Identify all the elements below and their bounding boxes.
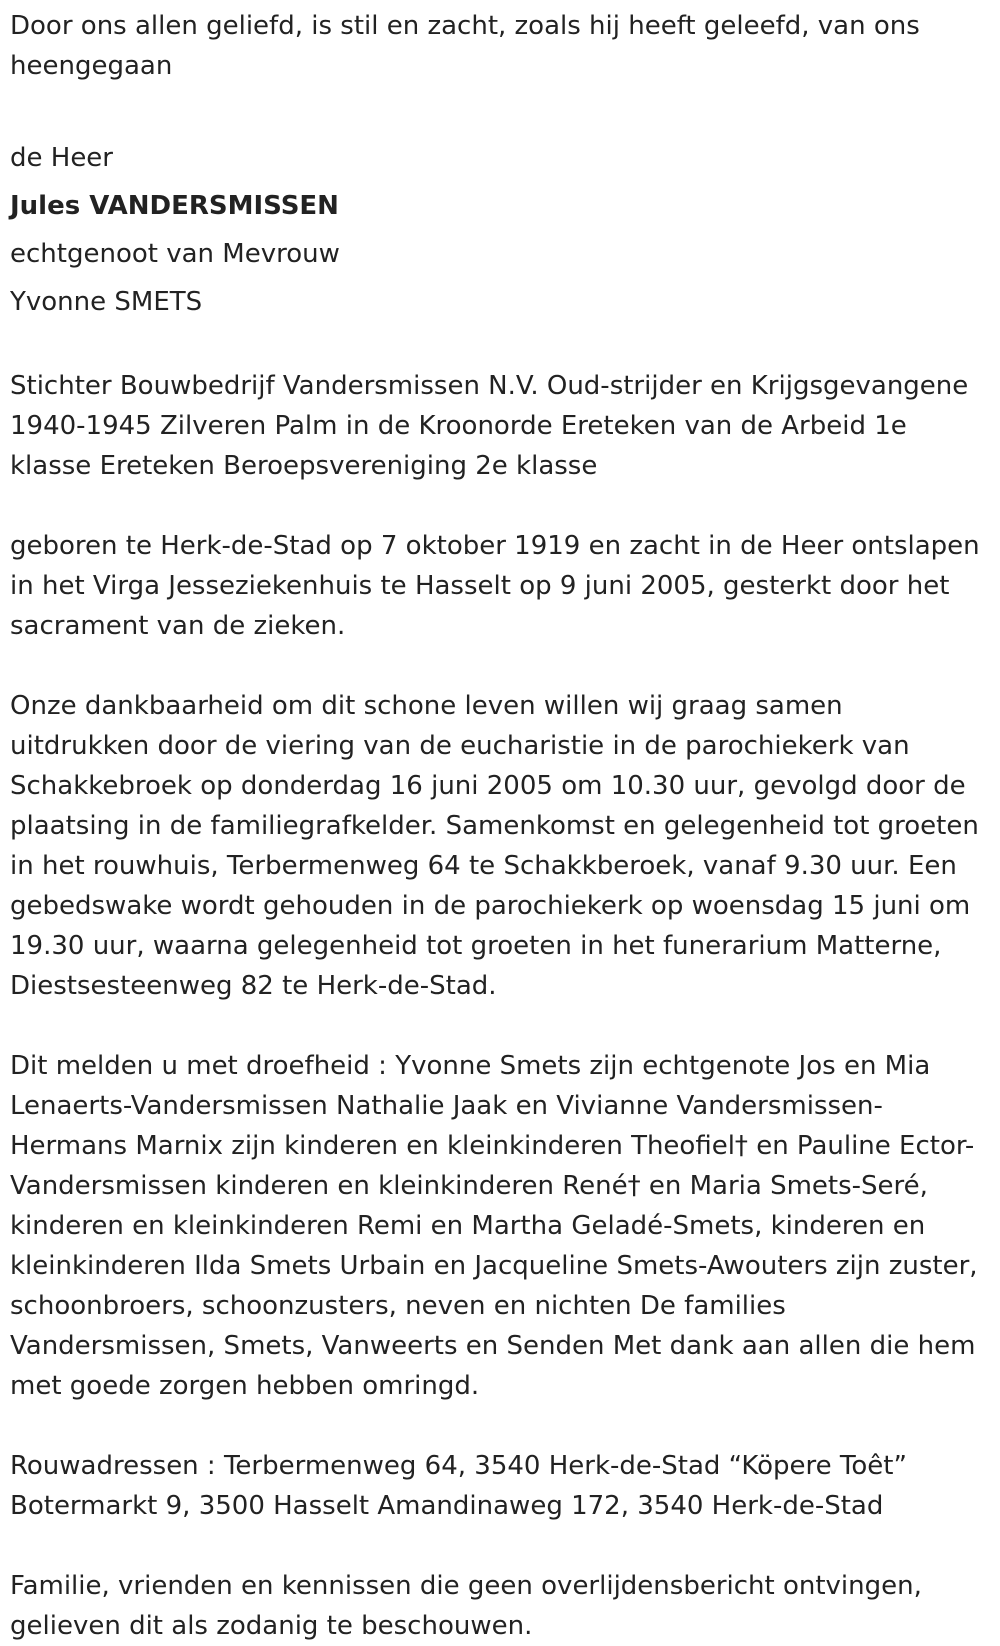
birth-death-text: geboren te Herk-de-Stad op 7 oktober 1919 en zacht in de Heer ontslapen in het Virga Jesseziekenhuis te Hasselt op 9 juni 2005, gesterkt door het sacrament van de zieken. <box>10 531 980 641</box>
honors-text: Stichter Bouwbedrijf Vandersmissen N.V. Oud-strijder en Krijgsgevangene 1940-1945 Zilveren Palm in de Kroonorde Ereteken van de Arbeid 1e klasse Ereteken Beroepsvereniging 2e klasse <box>10 371 969 481</box>
spacer <box>10 1406 990 1446</box>
title-prefix: de Heer <box>10 143 113 173</box>
spouse-name: Yvonne SMETS <box>10 287 203 317</box>
spacer <box>10 86 990 126</box>
intro-text: Door ons allen geliefd, is stil en zacht, zoals hij heeft geleefd, van ons heengegaan <box>10 11 920 81</box>
spacer <box>10 646 990 686</box>
spacer <box>10 1006 990 1046</box>
closing-text: Familie, vrienden en kennissen die geen overlijdensbericht ontvingen, gelieven dit als zodanig te beschouwen. <box>10 1571 922 1641</box>
ceremony-text: Onze dankbaarheid om dit schone leven willen wij graag samen uitdrukken door de viering van de eucharistie in de parochiekerk van Schakkebroek op donderdag 16 juni 2005 om 10.30 uur, gevolgd door de plaatsing in de familiegrafkelder. Samenkomst en gelegenheid tot groeten in het rouwhuis, Terbermenweg 64 te Schakkberoek, vanaf 9.30 uur. Een gebedswake wordt gehouden in de parochiekerk op woensdag 15 juni om 19.30 uur, waarna gelegenheid tot groeten in het funerarium Matterne, Diestsesteenweg 82 te Herk-de-Stad. <box>10 691 979 1001</box>
addresses-text: Rouwadressen : Terbermenweg 64, 3540 Herk-de-Stad “Köpere Toêt” Botermarkt 9, 3500 Hasselt Amandinaweg 172, 3540 Herk-de-Stad <box>10 1451 907 1521</box>
spacer <box>10 1526 990 1566</box>
spacer <box>10 126 990 134</box>
deceased-name: Jules VANDERSMISSEN <box>10 191 339 221</box>
family-text: Dit melden u met droefheid : Yvonne Smets zijn echtgenote Jos en Mia Lenaerts-Vandersmissen Nathalie Jaak en Vivianne Vandersmissen-Hermans Marnix zijn kinderen en kleinkinderen Theofiel† en Pauline Ector-Vandersmissen kinderen en kleinkinderen René† en Maria Smets-Seré, kinderen en kleinkinderen Remi en Martha Geladé-Smets, kinderen en kleinkinderen Ilda Smets Urbain en Jacqueline Smets-Awouters zijn zuster, schoonbroers, schoonzusters, neven en nichten De families Vandersmissen, Smets, Vanweerts en Senden Met dank aan allen die hem met goede zorgen hebben omringd. <box>10 1051 978 1401</box>
spacer <box>10 486 990 526</box>
spacer <box>10 326 990 366</box>
spouse-intro: echtgenoot van Mevrouw <box>10 239 340 269</box>
